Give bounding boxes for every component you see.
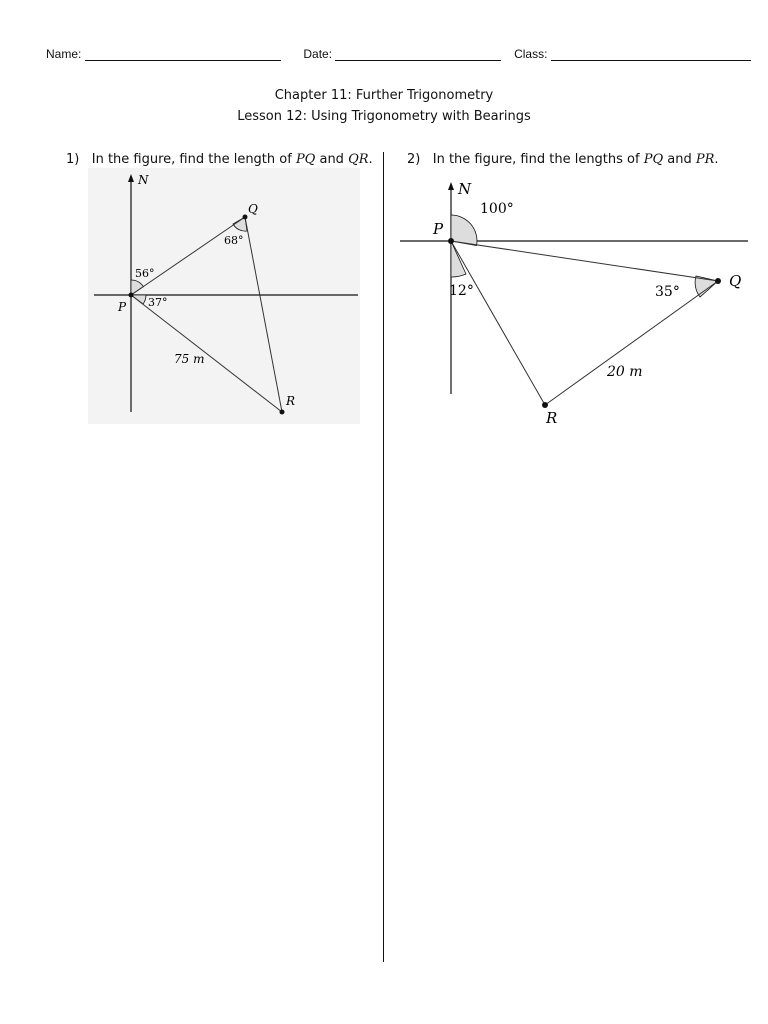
question-1: [66, 152, 373, 167]
question-var: QR: [348, 152, 369, 167]
point-p-dot: [129, 293, 134, 298]
point-r-label: R: [286, 394, 296, 408]
question-text-end: .: [368, 152, 373, 167]
segment-pr: [451, 241, 545, 405]
header-fields: [46, 47, 751, 61]
point-r-dot: [542, 402, 548, 408]
name-field[interactable]: [85, 48, 281, 61]
question-text: In the figure, find the length of: [91, 152, 296, 167]
question-number: 1): [66, 152, 80, 167]
angle-bearing-label: 100°: [480, 201, 514, 217]
point-p-label: P: [433, 220, 444, 238]
question-var: PR: [695, 152, 715, 167]
question-text-mid: and: [663, 152, 696, 167]
north-label: N: [458, 180, 472, 198]
segment-rq: [545, 281, 718, 405]
angle-p-label: 12°: [449, 283, 474, 299]
date-label: Date:: [303, 47, 333, 61]
question-2: [407, 152, 719, 167]
figure-2: [398, 172, 750, 432]
point-p-dot: [448, 238, 454, 244]
segment-pq: [451, 241, 718, 281]
column-divider: [383, 152, 384, 962]
question-text: In the figure, find the lengths of: [432, 152, 644, 167]
point-r-dot: [280, 410, 285, 415]
point-p-label: P: [118, 300, 127, 314]
length-qr-label: 20 m: [607, 364, 643, 380]
angle-arc-bearing: [451, 215, 477, 246]
angle-north-label: 56°: [135, 267, 155, 280]
question-text-end: .: [714, 152, 719, 167]
point-q-label: Q: [729, 272, 742, 290]
question-var: PQ: [643, 152, 664, 167]
angle-east-label: 37°: [148, 296, 168, 309]
question-text-mid: and: [315, 152, 349, 167]
date-field[interactable]: [335, 48, 501, 61]
point-q-dot: [715, 278, 721, 284]
point-q-dot: [243, 215, 248, 220]
question-number: 2): [407, 152, 421, 167]
figure-1: [88, 168, 360, 424]
length-pr-label: 75 m: [174, 352, 205, 366]
class-field[interactable]: [551, 48, 751, 61]
lesson-title: Lesson 12: Using Trigonometry with Bearings: [237, 109, 531, 124]
question-var: PQ: [295, 152, 316, 167]
name-label: Name:: [46, 47, 82, 61]
angle-arc-p: [451, 241, 466, 277]
north-label: N: [138, 173, 149, 187]
chapter-title: Chapter 11: Further Trigonometry: [274, 88, 494, 103]
point-q-label: Q: [248, 202, 258, 216]
north-arrow-icon: [448, 182, 454, 190]
class-label: Class:: [514, 47, 548, 61]
angle-q-label: 68°: [224, 234, 244, 247]
angle-q-label: 35°: [655, 284, 680, 300]
point-r-label: R: [546, 409, 558, 427]
